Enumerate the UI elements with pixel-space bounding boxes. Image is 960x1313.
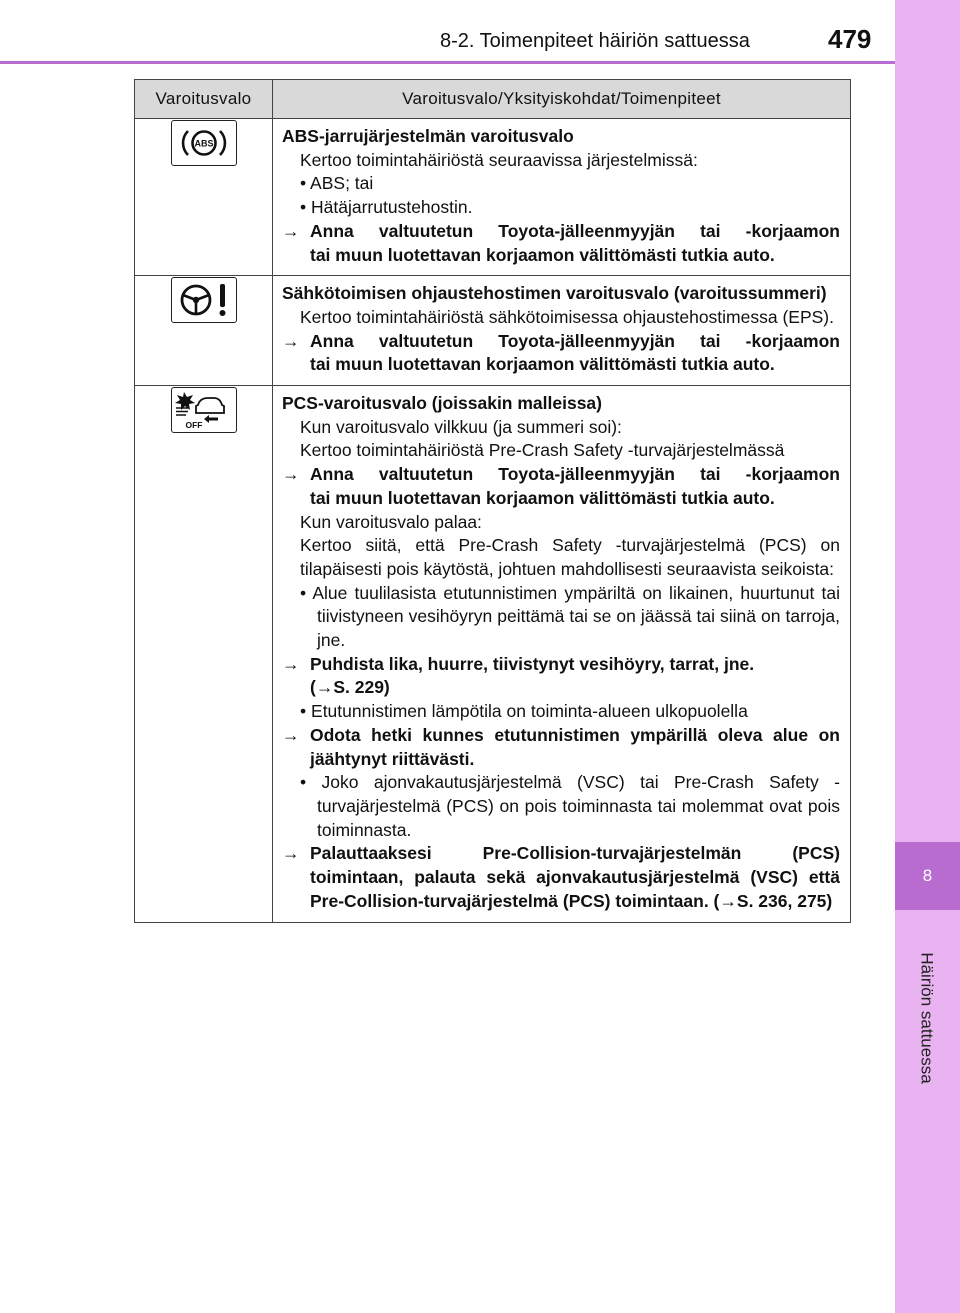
arrow-icon: → [282, 724, 300, 745]
table-header-row [135, 80, 851, 119]
description-text: Kertoo toimintahäiriöstä Pre-Crash Safety -turvajärjestelmässä [300, 440, 785, 461]
chapter-side-tab [895, 0, 960, 1313]
col-header-light: Varoitusvalo [135, 80, 273, 119]
action-item: → Anna valtuutetun Toyota-jälleenmyyjän tai -korjaamon tai muun luotettavan korjaamon välittömästi tutkia auto. [282, 330, 840, 375]
description-cell [273, 119, 851, 276]
arrow-icon: → [315, 677, 334, 698]
eps-icon-graphic [172, 278, 236, 322]
col-header-details: Varoitusvalo/Yksityiskohdat/Toimenpiteet [273, 80, 851, 119]
chapter-number: 8 [922, 866, 933, 885]
description-text: Kun varoitusvalo palaa: [300, 511, 482, 532]
icon-cell [135, 276, 273, 386]
description-text: Kertoo toimintahäiriöstä seuraavissa järjestelmissä: [300, 149, 698, 170]
icon-cell [135, 119, 273, 276]
bullet-item: • Alue tuulilasista etutunnistimen ympäriltä on likainen, huurtunut tai tiivistyneen vesihöyryn peittämä tai se on jäässä tai siinä on tarroja, jne. [300, 582, 840, 651]
action-item: → Anna valtuutetun Toyota-jälleenmyyjän tai -korjaamon tai muun luotettavan korjaamon välittömästi tutkia auto. [282, 464, 840, 508]
table-row [135, 276, 851, 386]
arrow-icon: → [282, 220, 300, 241]
action-item: → Palauttaaksesi Pre-Collision-turvajärjestelmän (PCS) toimintaan, palauta sekä ajonvakautusjärjestelmä (VSC) että Pre-Collision-turvajärjestelmä (PCS) toimintaan. (→S. 236, 275) [282, 843, 840, 911]
arrow-icon: → [282, 653, 300, 674]
table-row [135, 386, 851, 922]
arrow-icon: → [719, 890, 737, 911]
pcs-icon-text: OFF [185, 420, 202, 431]
warning-lights-table [134, 79, 851, 923]
row-title: Sähkötoimisen ohjaustehostimen varoitusvalo (varoitussummeri) [282, 283, 827, 304]
bullet-item: • Hätäjarrutustehostin. [300, 197, 473, 218]
action-item: → Odota hetki kunnes etutunnistimen ympärillä oleva alue on jäähtynyt riittävästi. [282, 724, 840, 769]
icon-cell [135, 386, 273, 922]
chapter-label-wrap [897, 928, 957, 1108]
description-cell [273, 276, 851, 386]
description-text: Kertoo siitä, että Pre-Crash Safety -turvajärjestelmä (PCS) on tilapäisesti pois käytöstä, johtuen mahdollisesti seuraavista seikoista: [300, 535, 840, 579]
section-title: 8-2. Toimenpiteet häiriön sattuessa [440, 30, 750, 52]
abs-icon-graphic [172, 121, 236, 165]
bullet-item: • Etutunnistimen lämpötila on toiminta-alueen ulkopuolella [300, 701, 748, 722]
arrow-icon: → [282, 464, 300, 485]
page-reference: S. 236, 275) [736, 890, 833, 911]
pcs-off-warning-icon [171, 387, 237, 433]
header-rule [0, 61, 895, 64]
description-text: Kertoo toimintahäiriöstä sähkötoimisessa ohjaustehostimessa (EPS). [300, 306, 834, 327]
table-row [135, 119, 851, 276]
row-title: ABS-jarrujärjestelmän varoitusvalo [282, 126, 574, 146]
abs-warning-icon [171, 120, 237, 166]
arrow-icon: → [282, 843, 300, 864]
abs-icon-text: ABS [193, 138, 214, 149]
description-text: Kun varoitusvalo vilkkuu (ja summeri soi): [300, 416, 622, 437]
chapter-number-box [895, 842, 960, 910]
pcs-icon-graphic [172, 388, 236, 432]
arrow-icon: → [282, 330, 300, 351]
bullet-item: • Joko ajonvakautusjärjestelmä (VSC) tai Pre-Crash Safety -turvajärjestelmä (PCS) on pois toiminnasta tai molemmat ovat pois toiminnasta. [300, 772, 840, 840]
page-reference: S. 229) [333, 677, 390, 698]
bullet-item: • ABS; tai [300, 173, 374, 194]
chapter-label: Häiriön sattuessa [918, 952, 937, 1084]
action-item: → Anna valtuutetun Toyota-jälleenmyyjän tai -korjaamon tai muun luotettavan korjaamon välittömästi tutkia auto. [282, 220, 840, 265]
page-number: 479 [828, 24, 872, 54]
power-steering-warning-icon [171, 277, 237, 323]
description-cell [273, 386, 851, 922]
action-item: → Puhdista lika, huurre, tiivistynyt vesihöyry, tarrat, jne. (→S. 229) [282, 653, 755, 698]
row-title: PCS-varoitusvalo (joissakin malleissa) [282, 393, 602, 414]
